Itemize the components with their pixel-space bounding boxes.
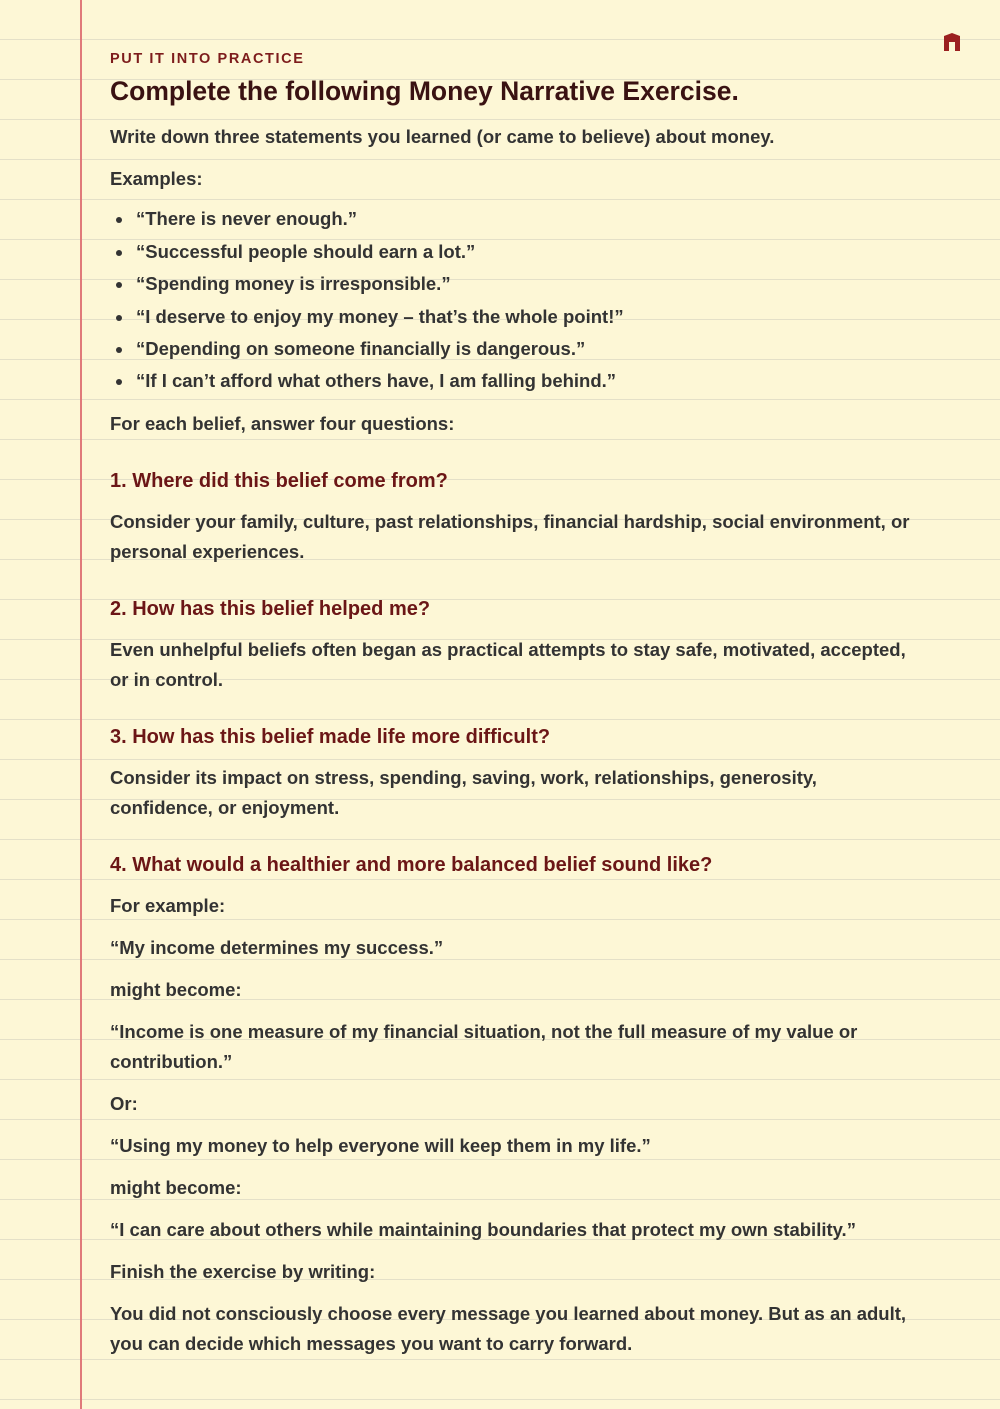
example-reframe-line: contribution.” (110, 1051, 233, 1072)
intro-text: Write down three statements you learned (or came to believe) about money. (110, 126, 775, 147)
list-item: “If I can’t afford what others have, I am falling behind.” (136, 370, 617, 391)
list-item: “I deserve to enjoy my money – that’s the whole point!” (136, 306, 624, 327)
list-item: “Spending money is irresponsible.” (136, 273, 451, 294)
example-reframe: “I can care about others while maintaining boundaries that protect my own stability.” (110, 1219, 856, 1240)
question-heading-1: 1. Where did this belief come from? (110, 470, 448, 492)
list-item: “There is never enough.” (136, 208, 358, 229)
list-item: “Successful people should earn a lot.” (136, 241, 476, 262)
example-belief: “My income determines my success.” (110, 937, 444, 958)
questions-intro: For each belief, answer four questions: (110, 413, 455, 434)
shield-icon (942, 32, 962, 52)
closing-line: You did not consciously choose every message you learned about money. But as an adult, (110, 1303, 907, 1324)
question-3-text-line: confidence, or enjoyment. (110, 797, 340, 818)
question-heading-3: 3. How has this belief made life more difficult? (110, 726, 551, 748)
might-become-label: might become: (110, 979, 242, 1000)
finish-label: Finish the exercise by writing: (110, 1261, 376, 1282)
example-belief: “Using my money to help everyone will keep them in my life.” (110, 1135, 651, 1156)
question-heading-2: 2. How has this belief helped me? (110, 598, 431, 620)
margin-line (80, 0, 82, 1409)
examples-label: Examples: (110, 168, 203, 189)
page-title: Complete the following Money Narrative Exercise. (110, 76, 739, 106)
question-3-text-line: Consider its impact on stress, spending, saving, work, relationships, generosity, (110, 767, 817, 788)
example-reframe-line: “Income is one measure of my financial situation, not the full measure of my value or (110, 1021, 858, 1042)
or-label: Or: (110, 1093, 138, 1114)
question-heading-4: 4. What would a healthier and more balanced belief sound like? (110, 854, 713, 876)
closing-line: you can decide which messages you want to carry forward. (110, 1333, 633, 1354)
for-example-label: For example: (110, 895, 226, 916)
question-1-text-line: personal experiences. (110, 541, 305, 562)
question-2-text-line: or in control. (110, 669, 224, 690)
section-eyebrow: PUT IT INTO PRACTICE (110, 51, 305, 67)
list-item: “Depending on someone financially is dangerous.” (136, 338, 586, 359)
question-2-text-line: Even unhelpful beliefs often began as practical attempts to stay safe, motivated, accepted, (110, 639, 906, 660)
might-become-label: might become: (110, 1177, 242, 1198)
question-1-text-line: Consider your family, culture, past relationships, financial hardship, social environment, or (110, 511, 910, 532)
